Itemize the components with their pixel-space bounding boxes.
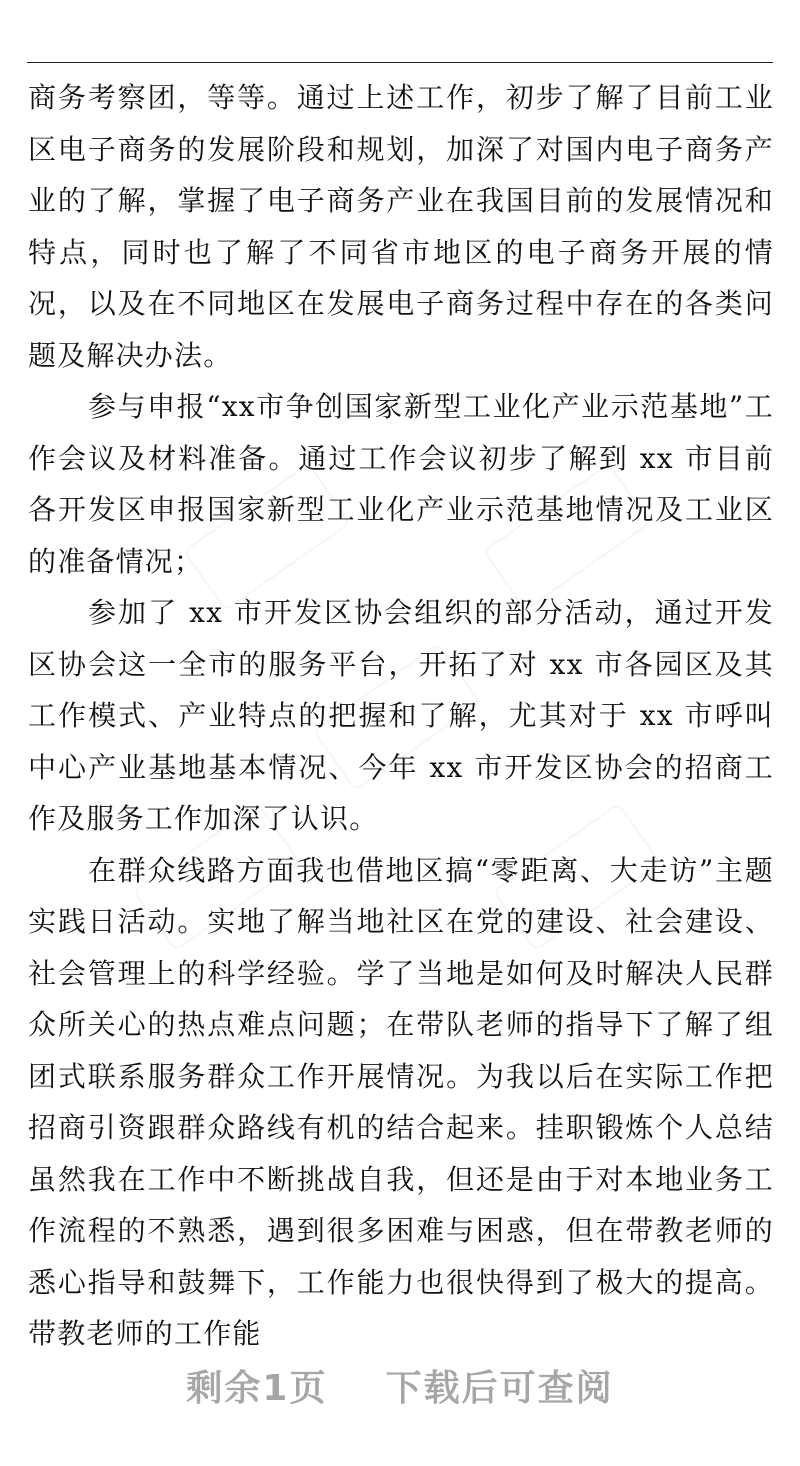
remaining-pages-label: 剩余1页 [186,1368,328,1409]
document-body [28,72,774,1360]
paragraph-1: 商务考察团，等等。通过上述工作，初步了解了目前工业区电子商务的发展阶段和规划，加深了对国内电子商务产业的了解，掌握了电子商务产业在我国目前的发展情况和特点，同时也了解了不同省市地区的电子商务开展的情况，以及在不同地区在发展电子商务过程中存在的各类问题及解决办法。 [28,81,774,372]
paragraph-4: 在群众线路方面我也借地区搞“零距离、大走访”主题实践日活动。实地了解当地社区在党的建设、社会建设、社会管理上的科学经验。学了当地是如何及时解决人民群众所关心的热点难点问题；在带队老师的指导下了解了组团式联系服务群众工作开展情况。为我以后在实际工作把招商引资跟群众路线有机的结合起来。挂职锻炼个人总结虽然我在工作中不断挑战自我，但还是由于对本地业务工作流程的不熟悉，遇到很多困难与困惑，但在带教老师的悉心指导和鼓舞下，工作能力也很快得到了极大的提高。带教老师的工作能 [28,853,774,1350]
paragraph-2: 参与申报“xx市争创国家新型工业化产业示范基地”工作会议及材料准备。通过工作会议初步了解到 xx 市目前各开发区申报国家新型工业化产业示范基地情况及工业区的准备情况； [28,390,774,578]
download-hint-label: 下载后可查阅 [385,1368,614,1409]
top-divider [27,62,773,63]
paragraph-3: 参加了 xx 市开发区协会组织的部分活动，通过开发区协会这一全市的服务平台，开拓了对 xx 市各园区及其工作模式、产业特点的把握和了解，尤其对于 xx 市呼叫中心产业基地基本情况、今年 xx 市开发区协会的招商工作及服务工作加深了认识。 [28,596,774,835]
remaining-pages-banner[interactable] [0,1360,800,1411]
